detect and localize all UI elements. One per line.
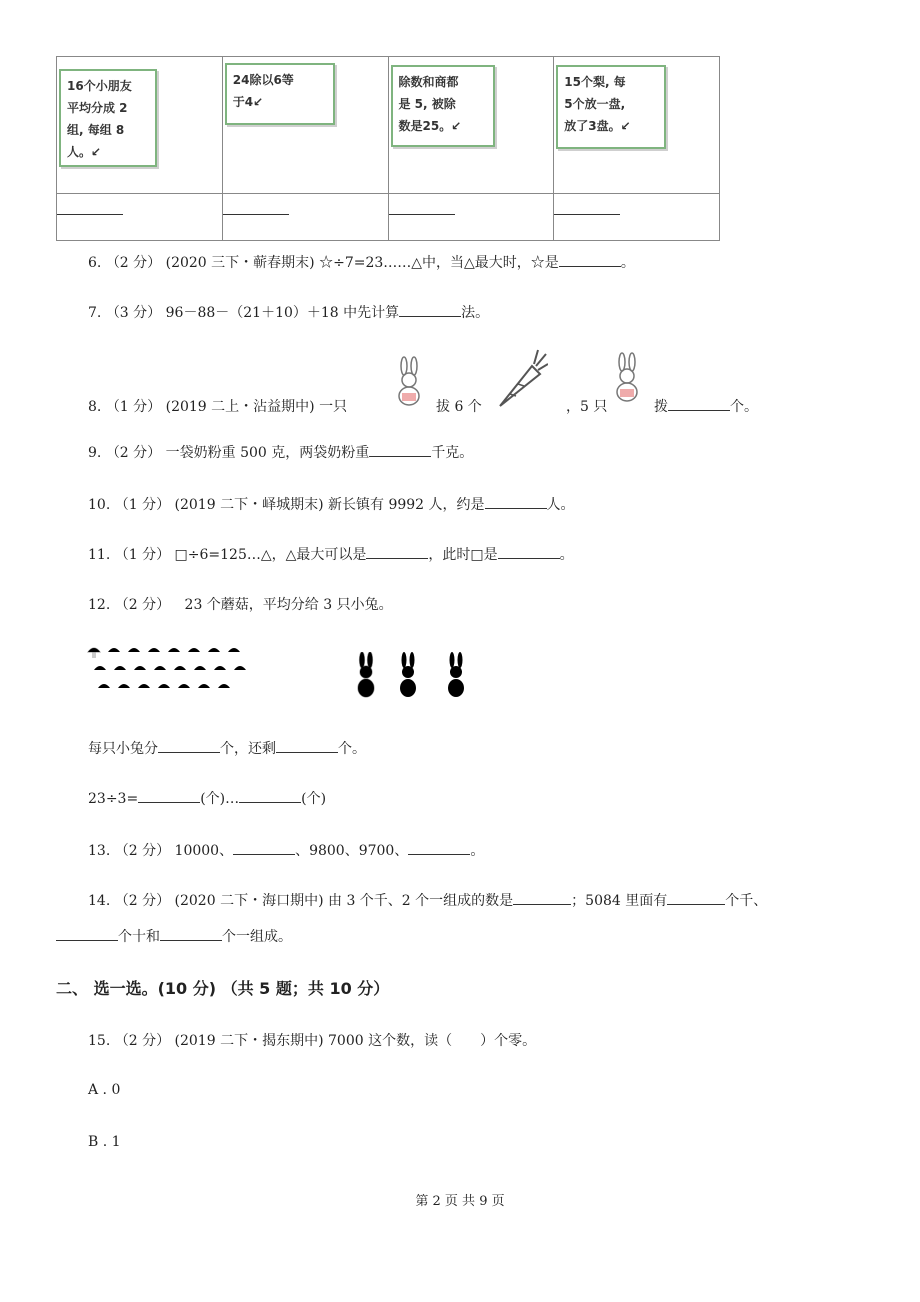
option-b[interactable]: B . 1 [88,1134,121,1150]
question-11 [88,544,574,564]
answer-blank[interactable] [667,892,725,905]
question-score: （2 分） [114,893,171,909]
table-cell [57,57,223,194]
question-number: 14. [88,893,111,909]
question-number: 15. [88,1033,111,1049]
question-12 [88,594,393,614]
answer-blank[interactable] [498,546,560,559]
question-8 [88,396,347,416]
question-score: （2 分） [114,843,171,859]
question-source: (2019 二下・峄城期末) [174,497,324,513]
question-text: ☆÷7=23……△中，当△最大时，☆是 [319,255,559,271]
question-text: 法。 [461,305,490,321]
question-text: 、9800、9700、 [295,843,409,859]
answer-blank[interactable] [223,214,289,215]
question-score: （2 分） [105,255,162,271]
answer-blank[interactable] [389,214,455,215]
question-source: (2020 三下・蕲春期末) [165,255,315,271]
question-text: 个一组成。 [222,929,292,945]
card-line: 是 5, 被除 [398,97,456,111]
question-text: 一袋奶粉重 500 克，两袋奶粉重 [165,445,370,461]
question-text: 每只小兔分 [88,741,158,757]
story-card-4 [556,65,666,149]
page-footer: 第 2 页 共 9 页 [415,1194,505,1209]
question-text: 10000、 [174,843,234,859]
answer-cell[interactable] [388,194,554,241]
story-card-3 [391,65,495,147]
answer-blank[interactable] [366,546,428,559]
card-line: 于4↙ [232,95,264,109]
answer-blank[interactable] [485,496,547,509]
question-number: 7. [88,305,102,321]
question-8-part [566,396,607,416]
question-score: （2 分） [105,445,162,461]
answer-blank[interactable] [138,790,200,803]
question-source: (2019 二下・揭东期中) [174,1033,324,1049]
story-card-2 [225,63,335,125]
question-13 [88,840,484,860]
question-text: 由 3 个千、2 个一组成的数是 [328,893,514,909]
question-14-line-2 [56,926,292,946]
question-text: 。 [620,255,635,271]
answer-blank[interactable] [57,214,123,215]
question-text: 个。 [338,741,366,757]
answer-blank[interactable] [668,398,730,411]
answer-blank[interactable] [233,842,295,855]
card-line: 16个小朋友 [67,79,132,93]
question-text: 拔 6 个 [436,399,482,415]
question-text: 96－88－（21＋10）＋18 中先计算 [165,305,400,321]
question-text: □÷6=125…△，△最大可以是 [174,547,367,563]
question-text: 个，还剩 [220,741,276,757]
card-line: 除数和商都 [398,75,459,89]
card-line: 放了3盘。↙ [564,119,631,133]
question-text: 个。 [730,399,758,415]
answer-blank[interactable] [369,444,431,457]
question-source: (2019 二上・沾益期中) [165,399,315,415]
answer-blank[interactable] [239,790,301,803]
question-text: (个)… [200,791,240,807]
question-score: （2 分） [114,1033,171,1049]
table-cell [222,57,388,194]
question-8-part [436,396,482,416]
answer-cell[interactable] [57,194,223,241]
question-8-part [654,396,758,416]
card-line: 组, 每组 8 [67,123,125,137]
card-line: 24除以6等 [232,73,294,87]
answer-blank[interactable] [158,740,220,753]
carrot-icon [492,346,548,410]
question-number: 6. [88,255,102,271]
answer-blank[interactable] [56,928,118,941]
answer-blank[interactable] [399,304,461,317]
answer-cell[interactable] [554,194,720,241]
section-title: 二、 选一选。(10 分) （共 5 题；共 10 分） [56,979,390,998]
card-line: 平均分成 2 [67,101,128,115]
question-number: 13. [88,843,111,859]
question-text: 。 [559,547,574,563]
answer-blank[interactable] [160,928,222,941]
answer-blank[interactable] [408,842,470,855]
question-10 [88,494,575,514]
question-score: （2 分） [114,597,171,613]
answer-blank[interactable] [554,214,620,215]
question-number: 10. [88,497,111,513]
question-score: （3 分） [105,305,162,321]
question-text: 个千、 [725,893,768,909]
question-12-line-2 [88,738,366,758]
question-number: 9. [88,445,102,461]
question-text: (个) [301,791,327,807]
answer-blank[interactable] [559,254,621,267]
question-text: 千克。 [431,445,474,461]
question-score: （1 分） [114,547,171,563]
answer-cell[interactable] [222,194,388,241]
card-line: 15个梨, 每 [564,75,626,89]
card-line: 人。↙ [67,145,102,159]
question-number: 11. [88,547,111,563]
question-text: 23÷3= [88,791,139,807]
question-text: 个十和 [118,929,160,945]
answer-table [56,56,720,241]
question-7 [88,302,489,322]
card-line: 5个放一盘, [564,97,626,111]
question-text: 新长镇有 9992 人，约是 [328,497,485,513]
question-score: （1 分） [114,497,171,513]
question-text: 。 [470,843,485,859]
answer-blank[interactable] [513,892,571,905]
question-source: (2020 二下・海口期中) [174,893,324,909]
question-text: ，5 只 [566,399,608,415]
story-card-1 [59,69,157,167]
question-number: 12. [88,597,111,613]
question-6 [88,252,635,272]
question-text: 23 个蘑菇，平均分给 3 只小兔。 [184,597,393,613]
question-text: 拨 [654,399,668,415]
rabbit-icon [392,356,426,408]
question-14 [88,890,767,910]
question-text: 人。 [546,497,575,513]
question-score: （1 分） [105,399,162,415]
question-15 [88,1030,536,1050]
table-cell [554,57,720,194]
answer-blank[interactable] [276,740,338,753]
card-line: 数是25。↙ [398,119,462,133]
rabbit-icon [610,352,644,406]
question-text: 一只 [319,399,348,415]
question-number: 8. [88,399,102,415]
question-text: 7000 这个数，读（ ）个零。 [328,1033,537,1049]
option-a[interactable]: A . 0 [88,1082,121,1098]
question-text: ，此时□是 [428,547,498,563]
table-cell [388,57,554,194]
rabbits-image [352,652,482,700]
question-9 [88,442,473,462]
question-text: ；5084 里面有 [571,893,668,909]
mushrooms-image [86,644,246,700]
question-12-line-3 [88,788,326,808]
